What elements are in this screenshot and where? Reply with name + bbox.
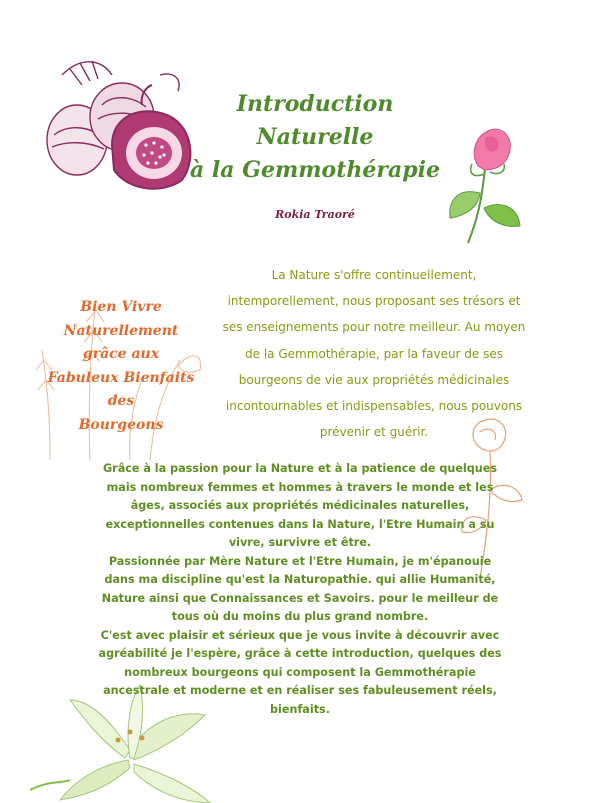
intro-line: de la Gemmothérapie, par la faveur de ses xyxy=(245,346,503,361)
body-line: exceptionnelles contenues dans la Nature, l'Etre Humain a su xyxy=(105,517,495,531)
body-line: Nature ainsi que Connaissances et Savoirs. pour le meilleur de xyxy=(101,591,499,605)
page-title xyxy=(190,88,440,187)
title-line: Naturelle xyxy=(256,124,374,150)
body-line: tous où du moins du plus grand nombre. xyxy=(171,610,429,623)
intro-line: ses enseignements pour notre meilleur. Au moyen xyxy=(222,320,526,335)
body-line: nombreux bourgeons qui composent la Gemmothérapie xyxy=(124,665,476,679)
rose-illustration xyxy=(440,108,530,248)
author-name: Rokia Traoré xyxy=(275,208,355,221)
body-paragraph xyxy=(60,460,540,719)
body-line: dans ma discipline qu'est la Naturopathie. qui allie Humanité, xyxy=(104,573,496,586)
title-line: Introduction xyxy=(236,91,394,117)
side-line: Bourgeons xyxy=(78,416,164,433)
fig-illustration xyxy=(42,45,202,195)
intro-line: La Nature s'offre continuellement, xyxy=(271,268,477,282)
body-line: âges, associés aux propriétés médicinales naturelles, xyxy=(130,499,470,512)
side-line: des xyxy=(107,393,135,409)
side-line: grâce aux xyxy=(82,346,160,362)
body-line: agréabilité je l'espère, grâce à cette introduction, quelques des xyxy=(98,647,502,660)
side-line: Fabuleux Bienfaits xyxy=(47,369,195,386)
body-line: mais nombreux femmes et hommes à travers le monde et les xyxy=(106,480,494,494)
intro-line: intemporellement, nous proposant ses trésors et xyxy=(227,294,521,309)
side-line: Naturellement xyxy=(63,322,179,339)
intro-line: bourgeons de vie aux propriétés médicinales xyxy=(238,372,510,387)
body-line: Grâce à la passion pour la Nature et à la patience de quelques xyxy=(103,462,497,475)
body-line: C'est avec plaisir et sérieux que je vous invite à découvrir avec xyxy=(100,628,500,642)
side-line: Bien Vivre xyxy=(80,299,162,315)
body-line: ancestrale et moderne et en réaliser ses fabuleusement réels, xyxy=(103,684,497,697)
intro-line: prévenir et guérir. xyxy=(319,425,429,440)
side-heading xyxy=(38,296,204,437)
intro-paragraph xyxy=(204,262,544,445)
body-line: Passionnée par Mère Nature et l'Etre Humain, je m'épanouie xyxy=(108,554,492,568)
body-line: vivre, survivre et être. xyxy=(228,536,372,549)
intro-line: incontournables et indispensables, nous pouvons xyxy=(225,399,523,414)
title-line: à la Gemmothérapie xyxy=(190,157,440,183)
body-line: bienfaits. xyxy=(270,702,330,716)
